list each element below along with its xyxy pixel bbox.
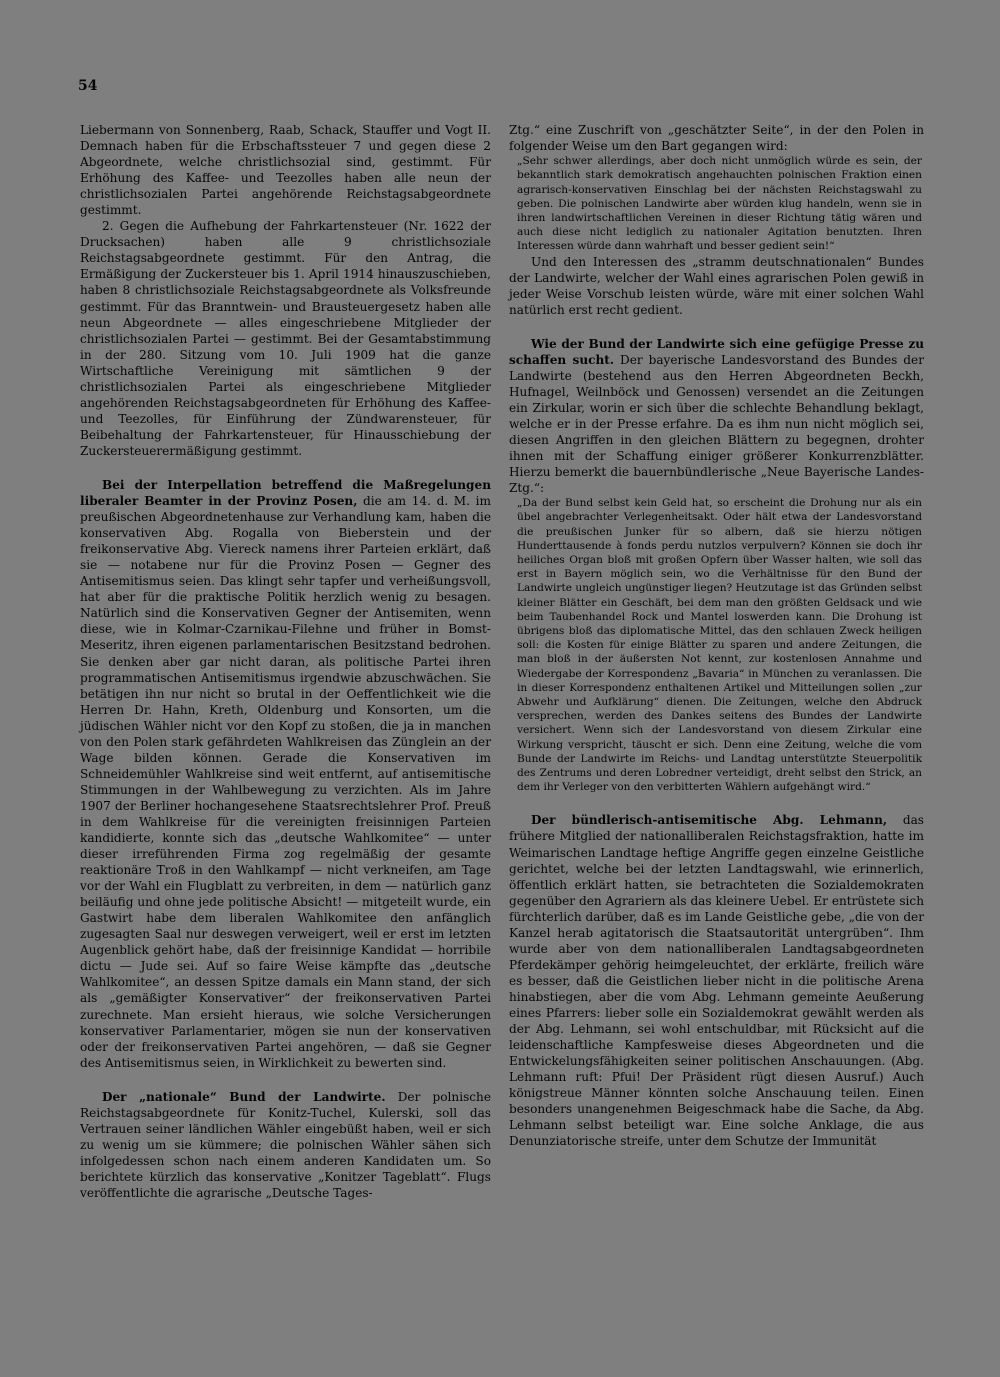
text-interpellation: die am 14. d. M. im preußischen Abgeordnetenhause zur Verhandlung kam, haben die konservativen Abg. Rogalla von Bieberstein und der freikonservative Abg. Viereck namens ihrer Parteien erklärt, daß sie — notabene nur für die Provinz Posen — Gegner des Antisemitismus seien. Das klingt sehr tapfer und verheißungsvoll, hat aber für die praktische Politik herzlich wenig zu besagen. Natürlich sind die Konservativen Gegner der Antisemiten, wenn diese, wie in Kolmar-Czarnikau-Filehne und früher in Bomst-Meseritz, ihren eigenen parlamentarischen Besitzstand bedrohen. Sie denken aber gar nicht daran, als politische Partei ihren programmatischen Antisemitismus irgendwie abzuschwächen. Sie betätigen ihn nur nicht so brutal in der Oeffentlichkeit wie die Herren Dr. Hahn, Kreth, Oldenburg und Konsorten, um die jüdischen Wähler nicht vor den Kopf zu stoßen, die ja in manchen von den Polen stark gefährdeten Wahlkreisen das Zünglein an der Wage bilden können. Gerade die Konservativen im Schneidemühler Wahlkreise sind weit entfernt, auf antisemitische Stimmungen in der Wahlbewegung zu verzichten. Als im Jahre 1907 der Berliner hochangesehene Staatsrechtslehrer Prof. Preuß in dem Wahlkreise für die vereinigten freisinnigen Parteien kandidierte, konnte sich das „deutsche Wahlkomitee“ — unter dieser irreführenden Firma zog regelmäßig der gesamte reaktionäre Troß in den Wahlkampf — nicht verkneifen, am Tage vor der Wahl ein Flugblatt zu verbreiten, in dem — natürlich ganz beiläufig und ohne jede politische Absicht! — mitgeteilt wurde, ein Gastwirt habe dem liberalen Wahlkomitee den anfänglich zugesagten Saal nur deswegen verweigert, weil er erst im letzten Augenblick gehört habe, daß der freisinnige Kandidat — horribile dictu — Jude sei. Auf so faire Weise kämpfte das „deutsche Wahlkomitee“, an dessen Spitze damals ein Mann stand, der sich als „gemäßigter Konservativer“ der freikonservativen Partei zurechnete. Man ersieht hieraus, wie solche Versicherungen konservativer Parlamentarier, mögen sie nun der konservativen oder der freikonservativen Partei angehören, — daß sie Gegner des Antisemitismus seien, in Wirklichkeit zu bewerten sind. [80, 494, 491, 1070]
heading-press: Wie der Bund der Landwirte sich eine gefügige Presse zu schaffen sucht. [509, 336, 924, 367]
quote-polish-landowners: „Sehr schwer allerdings, aber doch nicht unmöglich würde es sein, der bekanntlich stark demokratisch angehauchten polnischen Fraktion einen agrarisch-konservativen Einschlag bei der nächsten Reichstagswahl zu geben. Die polnischen Landwirte aber würden klug handeln, wenn sie in ihren landwirtschaftlichen Vereinen in dieser Richtung tätig wären und auch diese nicht lediglich zu nationaler Agitation benutzten. Ihren Interessen würde dann wahrhaft und besser gedient sein!“ [517, 155, 922, 253]
paragraph-lehmann [509, 812, 924, 1149]
paragraph-nationale-bund [80, 1089, 491, 1201]
paragraph-interests: Und den Interessen des „stramm deutschnationalen“ Bundes der Landwirte, welcher der Wahl eines agrarischen Polen gewiß in jeder Weise Vorschub leisten würde, wäre mit einer solchen Wahl natürlich erst recht gedient. [509, 254, 924, 317]
text-press: Der bayerische Landesvorstand des Bundes der Landwirte (bestehend aus den Herren Abgeordneten Beckh, Hufnagel, Weilnböck und Genossen) versendet an die Zeitungen ein Zirkular, worin er sich über die schlechte Behandlung beklagt, welche er in der Presse erfahre. Da es ihm nun nicht möglich sei, diesen Angriffen in den gleichen Blättern zu begegnen, drohter ihnen mit der Schaffung einiger größerer Konkurrenzblätter. Hierzu bemerkt die bauernbündlerische „Neue Bayerische Landes-Ztg.“: [509, 352, 924, 496]
left-column [80, 122, 491, 1201]
heading-nationale-bund: Der „nationale“ Bund der Landwirte. [102, 1089, 386, 1104]
paragraph-continuation: Ztg.“ eine Zuschrift von „geschätzter Seite“, in der den Polen in folgender Weise um den Bart gegangen wird: [509, 123, 924, 154]
page-number: 54 [78, 78, 98, 94]
paragraph-interpellation [80, 477, 491, 1071]
heading-lehmann: Der bündlerisch-antisemitische Abg. Lehmann, [531, 813, 888, 828]
heading-interpellation: Bei der Interpellation betreffend die Maßregelungen liberaler Beamter in der Provinz Posen, [80, 477, 491, 509]
text-lehmann: das frühere Mitglied der nationalliberalen Reichstagsfraktion, hatte im Weimarischen Landtage heftige Angriffe gegen einzelne Geistliche gerichtet, welche bei der letzten Landtagswahl, wie erinnerlich, öffentlich erklärt hatten, sie betrachteten die Sozialdemokraten gegenüber den Agrariern als das kleinere Uebel. Er entrüstete sich fürchterlich darüber, daß es im Lande Geistliche gebe, „die von der Kanzel herab agitatorisch die Staatsautorität untergrüben“. Ihm wurde aber von dem nationalliberalen Landtagsabgeordneten Pferdekämper gehörig heimgeleuchtet, der erklärte, freilich wäre es besser, daß die Geistlichen lieber nicht in die politische Arena hinabstiegen, aber die vom Abg. Lehmann gemeinte Aeußerung eines Pfarrers: lieber solle ein Sozialdemokrat gewählt werden als der Abg. Lehmann, sei wohl entschuldbar, mit Rücksicht auf die leidenschaftliche Kampfesweise dieses Abgeordneten und die Entwickelungsfähigkeiten seiner politischen Anschauungen. (Abg. Lehmann ruft: Pfui! Der Präsident rügt diesen Ausruf.) Auch königstreue Männer könnten solche Anschauung teilen. Einen besonders unangenehmen Beigeschmack habe die Sache, da Abg. Lehmann selbst beteiligt war. Eine solche Anklage, die aus Denunziatorische streife, unter dem Schutze der Immunität [509, 813, 924, 1149]
text-nationale-bund: Der polnische Reichstagsabgeordnete für Konitz-Tuchel, Kulerski, soll das Vertrauen seiner ländlichen Wähler eingebüßt haben, weil er sich zu wenig um sie kümmere; die polnischen Wähler sähen sich infolgedessen schon nach einem anderen Kandidaten um. So berichtete kürzlich das konservative „Konitzer Tageblatt“. Flugs veröffentlichte die agrarische „Deutsche Tages- [80, 1089, 491, 1200]
quote-bavarian-paper: „Da der Bund selbst kein Geld hat, so erscheint die Drohung nur als ein übel angebrachter Verlegenheitsakt. Oder hält etwa der Landesvorstand die preußischen Junker für so albern, daß sie hierzu nötigen Hunderttausende à fonds perdu nutzlos verpulvern? Können sie doch ihr heiliches Organ bloß mit großen Opfern über Wasser halten, wie soll das erst in Bayern möglich sein, wo die Verhältnisse für den Bund der Landwirte ungleich ungünstiger liegen? Heutzutage ist das Gründen selbst kleiner Blätter ein Geschäft, bei dem man den größten Geldsack und wie beim Taubenhandel Rock und Mantel loswerden kann. Die Drohung ist übrigens bloß das diplomatische Mittel, das den schlauen Zweck heiligen soll: die Kosten für einige Blätter zu sparen und andere Zeitungen, die man bloß in der äußersten Not kennt, zur kostenlosen Annahme und Wiedergabe der Korrespondenz „Bavaria“ in München zu veranlassen. Die in dieser Korrespondenz enthaltenen Artikel und Mitteilungen sollen „zur Abwehr und Aufklärung“ dienen. Die Zeitungen, welche den Abdruck versprechen, werden des Dankes seitens des Bundes der Landwirte versichert. Wenn sich der Landesvorstand von diesem Zirkular eine Wirkung verspricht, täuscht er sich. Denn eine Zeitung, welche die vom Bunde der Landwirte im Reichs- und Landtag unterstützte Steuerpolitik des Zentrums und deren Lobredner verteidigt, dreht selbst den Strick, an dem ihr Verleger von den verbitterten Wählern aufgehängt wird.“ [517, 497, 922, 794]
paragraph-fahrkartensteuer: 2. Gegen die Aufhebung der Fahrkartensteuer (Nr. 1622 der Drucksachen) haben alle 9 christlichsoziale Reichstagsabgeordnete gestimmt. Für den Antrag, die Ermäßigung der Zuckersteuer bis 1. April 1914 hinauszuschieben, haben 8 christlichsoziale Reichstagsabgeordnete als Volksfreunde gestimmt. Für das Branntwein- und Brausteuergesetz haben alle neun Abgeordnete — alles eingeschriebene Mitglieder der christlichsozialen Partei — gestimmt. Bei der Gesamtabstimmung in der 280. Sitzung vom 10. Juli 1909 hat die ganze Wirtschaftliche Vereinigung mit sämtlichen 9 der christlichsozialen Partei als eingeschriebene Mitglieder angehörenden Reichstagsabgeordneten für Erhöhung des Kaffee- und Teezolles, für Einführung der Zündwarensteuer, für Beibehaltung der Fahrkartensteuer, für Hinausschiebung der Zuckersteuerermäßigung gestimmt. [80, 219, 491, 458]
right-column [509, 122, 924, 1149]
paragraph-vote-list: Liebermann von Sonnenberg, Raab, Schack, Stauffer und Vogt II. Demnach haben für die Erbschaftssteuer 7 und gegen diese 2 Abgeordnete, welche christlichsozial sind, gestimmt. Für Erhöhung des Kaffee- und Teezolles haben alle neun der christlichsozialen Partei angehörende Reichstagsabgeordnete gestimmt. [80, 123, 491, 218]
paragraph-press [509, 336, 924, 496]
